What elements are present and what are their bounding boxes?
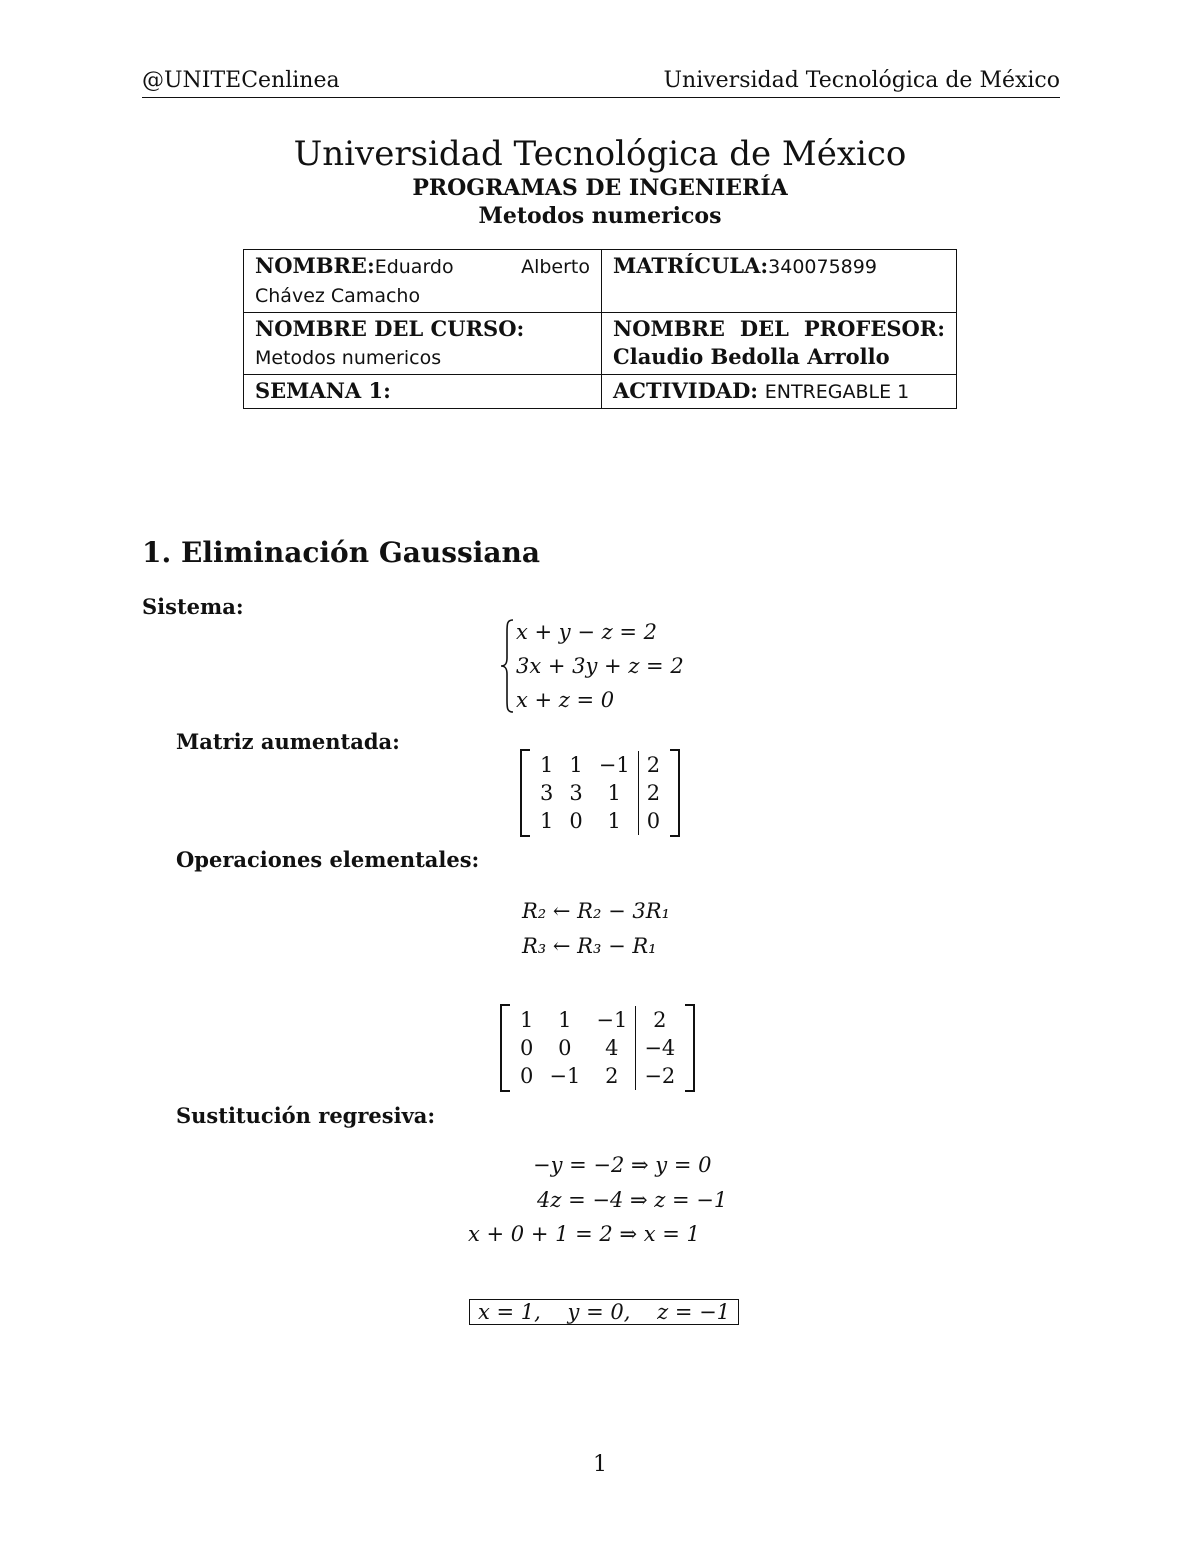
matrix-cell: 0: [520, 1036, 534, 1060]
activity-cell: [602, 375, 957, 409]
matrix-cell: 1: [607, 781, 621, 805]
row-operation-2: R₃ ← R₃ − R₁: [522, 934, 657, 958]
id-label: MATRÍCULA:: [613, 253, 769, 278]
matrix-cell: 2: [636, 1006, 683, 1034]
row-operation-1: R₂ ← R₂ − 3R₁: [522, 899, 670, 923]
matrix-row: [532, 779, 668, 807]
name-label: NOMBRE:: [255, 253, 375, 278]
course-subtitle: Metodos numericos: [478, 203, 722, 229]
back-substitution-label: Sustitución regresiva:: [176, 1103, 436, 1128]
course-cell: [244, 313, 602, 375]
matrix-cell: 0: [558, 1036, 572, 1060]
week-label: SEMANA 1:: [255, 378, 391, 403]
back-substitution-step-3: x + 0 + 1 = 2 ⇒ x = 1: [468, 1222, 700, 1246]
table-row: [244, 375, 957, 409]
matrix-cell: 1: [569, 753, 583, 777]
matrix-cell: −2: [636, 1062, 683, 1090]
program-subtitle: PROGRAMAS DE INGENIERÍA: [412, 175, 788, 201]
back-substitution-step-2: 4z = −4 ⇒ z = −1: [537, 1188, 728, 1212]
system-label: Sistema:: [142, 594, 244, 619]
week-cell: [244, 375, 602, 409]
system-equation-1: x + y − z = 2: [516, 620, 657, 644]
matrix-cell: 4: [605, 1036, 619, 1060]
header-left: @UNITECenlinea: [142, 68, 340, 93]
student-info-table: [243, 249, 957, 409]
matrix-cell: 0: [520, 1064, 534, 1088]
matrix-cell: −4: [636, 1034, 683, 1062]
matrix-cell: 3: [540, 781, 554, 805]
matrix-row: [512, 1006, 683, 1034]
matrix-cell: 2: [605, 1064, 619, 1088]
activity-label: ACTIVIDAD:: [613, 378, 759, 403]
operations-label: Operaciones elementales:: [176, 847, 480, 872]
header-rule: [142, 97, 1060, 98]
matrix-row: [512, 1034, 683, 1062]
augmented-matrix: [520, 749, 680, 837]
matrix-cell: 3: [569, 781, 583, 805]
matrix-cell: 1: [558, 1008, 572, 1032]
matrix-row: [532, 807, 668, 835]
matrix-row: [512, 1062, 683, 1090]
page-number: 1: [593, 1452, 607, 1477]
section-heading: [142, 536, 540, 569]
activity-value: ENTREGABLE 1: [764, 381, 910, 403]
id-cell: [602, 250, 957, 313]
system-equation-2: 3x + 3y + z = 2: [516, 654, 684, 678]
name-cell: [244, 250, 602, 313]
matrix-cell: 1: [540, 753, 554, 777]
course-label: NOMBRE DEL CURSO:: [255, 316, 525, 341]
back-substitution-step-1: −y = −2 ⇒ y = 0: [533, 1153, 712, 1177]
professor-cell: [602, 313, 957, 375]
matrix-cell: 2: [638, 779, 668, 807]
matrix-cell: 1: [607, 809, 621, 833]
matrix-cell: −1: [598, 753, 630, 777]
header-right: Universidad Tecnológica de México: [663, 68, 1060, 93]
section-title: Eliminación Gaussiana: [180, 536, 541, 569]
matrix-cell: 1: [520, 1008, 534, 1032]
matrix-cell: −1: [549, 1064, 581, 1088]
table-row: [244, 313, 957, 375]
matrix-cell: 0: [638, 807, 668, 835]
course-value: Metodos numericos: [255, 347, 442, 369]
name-value: Eduardo Alberto Chávez Camacho: [255, 256, 590, 307]
final-answer-box: [469, 1299, 739, 1325]
final-answer: x = 1, y = 0, z = −1: [469, 1299, 739, 1325]
table-row: [244, 250, 957, 313]
augmented-label: Matriz aumentada:: [176, 729, 400, 754]
left-brace: [500, 618, 514, 714]
matrix-cell: 1: [540, 809, 554, 833]
id-value: 340075899: [768, 256, 877, 278]
system-equation-3: x + z = 0: [516, 688, 615, 712]
professor-label: NOMBRE DEL PROFESOR:: [613, 316, 945, 341]
matrix-cell: 0: [569, 809, 583, 833]
matrix-row: [532, 751, 668, 779]
matrix-cell: −1: [596, 1008, 628, 1032]
matrix-cell: 2: [638, 751, 668, 779]
document-title: Universidad Tecnológica de México: [293, 134, 907, 174]
section-number: 1.: [142, 536, 172, 569]
reduced-matrix: [500, 1004, 695, 1092]
professor-value: Claudio Bedolla Arrollo: [613, 344, 890, 369]
